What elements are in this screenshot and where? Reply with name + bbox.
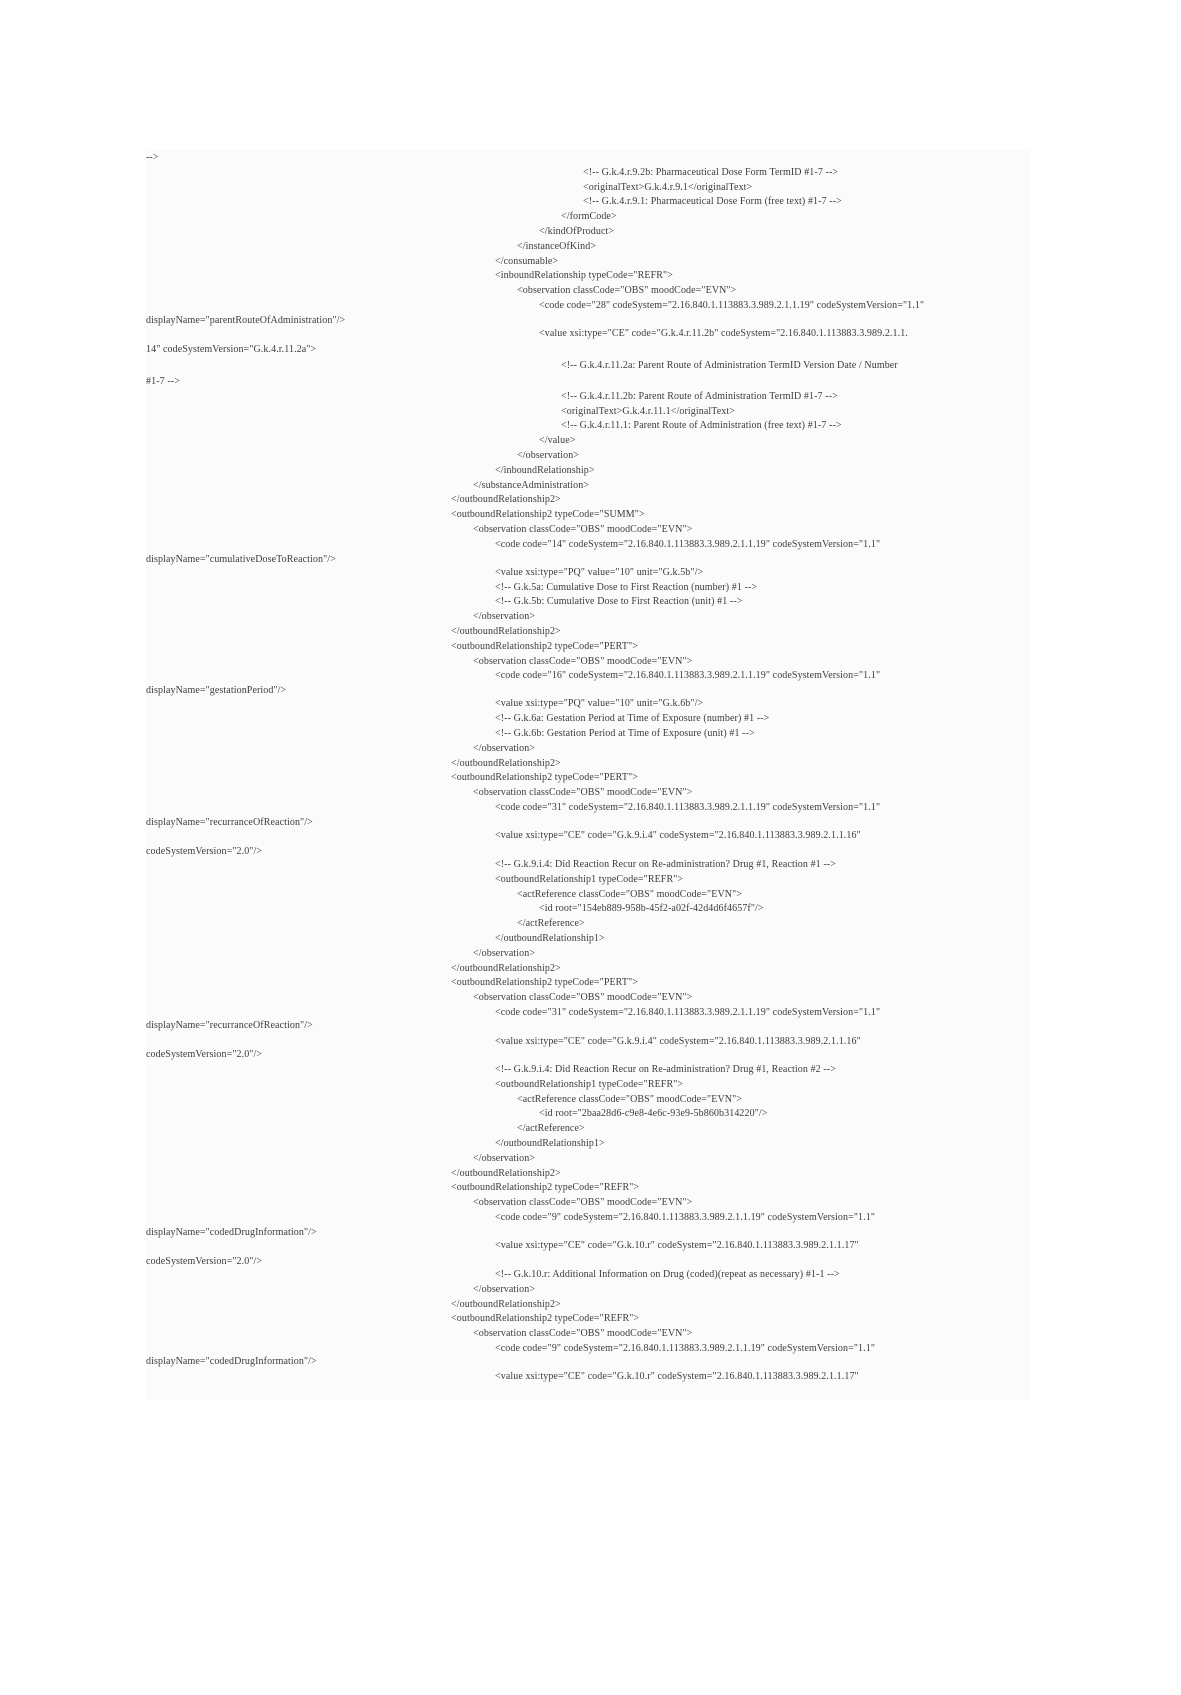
code-line: </outboundRelationship2> bbox=[451, 1298, 561, 1310]
code-line: </kindOfProduct> bbox=[539, 226, 615, 237]
code-line: </outboundRelationship2> bbox=[451, 1167, 561, 1179]
code-line: <observation classCode="OBS" moodCode="EVN"> bbox=[473, 787, 693, 799]
code-line: </actReference> bbox=[517, 1123, 585, 1135]
code-line: <code code="31" codeSystem="2.16.840.1.113883.3.989.2.1.1.19" codeSystemVersion="1.1" bbox=[495, 802, 881, 813]
code-line: </consumable> bbox=[495, 255, 559, 267]
code-line: <!-- G.k.4.r.11.1: Parent Route of Administration (free text) #1-7 --> bbox=[561, 420, 842, 432]
code-line: </outboundRelationship2> bbox=[451, 962, 561, 974]
code-line: <value xsi:type="PQ" value="10" unit="G.k.5b"/> bbox=[495, 566, 704, 578]
code-line: </observation> bbox=[473, 611, 536, 623]
code-line: <originalText>G.k.4.r.9.1</originalText> bbox=[583, 181, 753, 193]
code-line: <actReference classCode="OBS" moodCode="EVN"> bbox=[517, 888, 743, 900]
code-line: <observation classCode="OBS" moodCode="EVN"> bbox=[473, 1328, 693, 1340]
code-line: <!-- G.k.9.i.4: Did Reaction Recur on Re-administration? Drug #1, Reaction #1 --> bbox=[495, 859, 836, 870]
code-line: <actReference classCode="OBS" moodCode="EVN"> bbox=[517, 1093, 743, 1105]
code-line: <!-- G.k.9.i.4: Did Reaction Recur on Re-administration? Drug #1, Reaction #2 --> bbox=[495, 1064, 836, 1075]
code-line: displayName="recurranceOfReaction"/> bbox=[146, 1020, 313, 1032]
code-line: codeSystemVersion="2.0"/> bbox=[146, 1049, 263, 1061]
code-line: <outboundRelationship2 typeCode="SUMM"> bbox=[451, 509, 645, 521]
code-line: </outboundRelationship2> bbox=[451, 626, 561, 637]
code-line: </observation> bbox=[473, 1283, 536, 1295]
code-line: <outboundRelationship1 typeCode="REFR"> bbox=[495, 1078, 684, 1090]
code-line: <code code="28" codeSystem="2.16.840.1.113883.3.989.2.1.1.19" codeSystemVersion="1.1" bbox=[539, 300, 925, 311]
code-line: </outboundRelationship1> bbox=[495, 933, 605, 944]
code-line: <observation classCode="OBS" moodCode="EVN"> bbox=[517, 285, 737, 297]
code-line: <observation classCode="OBS" moodCode="EVN"> bbox=[473, 992, 693, 1004]
code-line: <code code="9" codeSystem="2.16.840.1.113883.3.989.2.1.1.19" codeSystemVersion="1.1" bbox=[495, 1343, 876, 1355]
code-line: <id root="154eb889-958b-45f2-a02f-42d4d6f4657f"/> bbox=[539, 903, 764, 915]
code-line: <!-- G.k.5b: Cumulative Dose to First Reaction (unit) #1 --> bbox=[495, 596, 743, 608]
code-line: </outboundRelationship2> bbox=[451, 494, 561, 506]
code-line: <outboundRelationship2 typeCode="REFR"> bbox=[451, 1313, 640, 1325]
code-line: <!-- G.k.4.r.9.1: Pharmaceutical Dose Form (free text) #1-7 --> bbox=[583, 196, 842, 208]
code-line: </formCode> bbox=[561, 211, 617, 223]
code-line: <value xsi:type="PQ" value="10" unit="G.k.6b"/> bbox=[495, 698, 704, 710]
code-line: </outboundRelationship1> bbox=[495, 1138, 605, 1149]
code-line: displayName="cumulativeDoseToReaction"/> bbox=[146, 553, 336, 565]
code-line: --> bbox=[146, 152, 159, 163]
code-line: <observation classCode="OBS" moodCode="EVN"> bbox=[473, 524, 693, 535]
code-line: <outboundRelationship1 typeCode="REFR"> bbox=[495, 873, 684, 885]
code-line: </observation> bbox=[473, 1152, 536, 1164]
code-line: <!-- G.k.6a: Gestation Period at Time of Exposure (number) #1 --> bbox=[495, 713, 770, 725]
code-line: <code code="9" codeSystem="2.16.840.1.113883.3.989.2.1.1.19" codeSystemVersion="1.1" bbox=[495, 1212, 876, 1223]
code-line: <!-- G.k.10.r: Additional Information on Drug (coded)(repeat as necessary) #1-1 --> bbox=[495, 1269, 840, 1280]
code-line: displayName="recurranceOfReaction"/> bbox=[146, 817, 313, 828]
code-line: <!-- G.k.6b: Gestation Period at Time of Exposure (unit) #1 --> bbox=[495, 728, 755, 739]
code-line: <originalText>G.k.4.r.11.1</originalText> bbox=[561, 405, 736, 417]
code-line: </inboundRelationship> bbox=[495, 464, 595, 476]
code-line: <value xsi:type="CE" code="G.k.9.i.4" codeSystem="2.16.840.1.113883.3.989.2.1.1.16" bbox=[495, 830, 861, 841]
code-line: <value xsi:type="CE" code="G.k.4.r.11.2b" codeSystem="2.16.840.1.113883.3.989.2.1.1. bbox=[539, 328, 908, 339]
code-line: displayName="codedDrugInformation"/> bbox=[146, 1227, 317, 1238]
code-line: <code code="14" codeSystem="2.16.840.1.113883.3.989.2.1.1.19" codeSystemVersion="1.1" bbox=[495, 538, 881, 550]
code-line: <value xsi:type="CE" code="G.k.9.i.4" codeSystem="2.16.840.1.113883.3.989.2.1.1.16" bbox=[495, 1036, 861, 1048]
code-line: </actReference> bbox=[517, 918, 585, 930]
code-line: </observation> bbox=[473, 742, 536, 754]
code-line: <!-- G.k.4.r.9.2b: Pharmaceutical Dose Form TermID #1-7 --> bbox=[583, 166, 839, 178]
code-line: <code code="31" codeSystem="2.16.840.1.113883.3.989.2.1.1.19" codeSystemVersion="1.1" bbox=[495, 1007, 881, 1019]
code-line: <value xsi:type="CE" code="G.k.10.r" codeSystem="2.16.840.1.113883.3.989.2.1.1.17" bbox=[495, 1240, 859, 1251]
code-line: </instanceOfKind> bbox=[517, 240, 597, 252]
code-line: <!-- G.k.4.r.11.2b: Parent Route of Administration TermID #1-7 --> bbox=[561, 390, 838, 402]
code-line: <observation classCode="OBS" moodCode="EVN"> bbox=[473, 655, 693, 667]
code-line: <outboundRelationship2 typeCode="REFR"> bbox=[451, 1182, 640, 1194]
code-line: </value> bbox=[539, 435, 576, 447]
document-page bbox=[146, 150, 1030, 1400]
code-line: </substanceAdministration> bbox=[473, 479, 590, 491]
code-line: <value xsi:type="CE" code="G.k.10.r" codeSystem="2.16.840.1.113883.3.989.2.1.1.17" bbox=[495, 1371, 859, 1382]
code-line: codeSystemVersion="2.0"/> bbox=[146, 1256, 263, 1267]
code-line: <observation classCode="OBS" moodCode="EVN"> bbox=[473, 1197, 693, 1209]
code-line: <!-- G.k.5a: Cumulative Dose to First Reaction (number) #1 --> bbox=[495, 581, 758, 593]
code-line: displayName="parentRouteOfAdministration"/> bbox=[146, 315, 346, 326]
code-line: <id root="2baa28d6-c9e8-4e6c-93e9-5b860b314220"/> bbox=[539, 1108, 768, 1120]
code-line: <outboundRelationship2 typeCode="PERT"> bbox=[451, 977, 638, 989]
code-line: <outboundRelationship2 typeCode="PERT"> bbox=[451, 772, 638, 784]
code-line: codeSystemVersion="2.0"/> bbox=[146, 846, 263, 857]
code-line: </outboundRelationship2> bbox=[451, 757, 561, 769]
code-line: 14" codeSystemVersion="G.k.4.r.11.2a"> bbox=[146, 344, 317, 355]
code-line: </observation> bbox=[473, 947, 536, 959]
code-line: displayName="codedDrugInformation"/> bbox=[146, 1356, 317, 1368]
code-line: <inboundRelationship typeCode="REFR"> bbox=[495, 270, 673, 282]
code-line: <!-- G.k.4.r.11.2a: Parent Route of Administration TermID Version Date / Number bbox=[561, 360, 898, 371]
code-line: #1-7 --> bbox=[146, 376, 180, 387]
code-line: <outboundRelationship2 typeCode="PERT"> bbox=[451, 640, 638, 652]
code-line: displayName="gestationPeriod"/> bbox=[146, 685, 287, 697]
code-line: <code code="16" codeSystem="2.16.840.1.113883.3.989.2.1.1.19" codeSystemVersion="1.1" bbox=[495, 670, 881, 682]
code-line: </observation> bbox=[517, 450, 580, 461]
